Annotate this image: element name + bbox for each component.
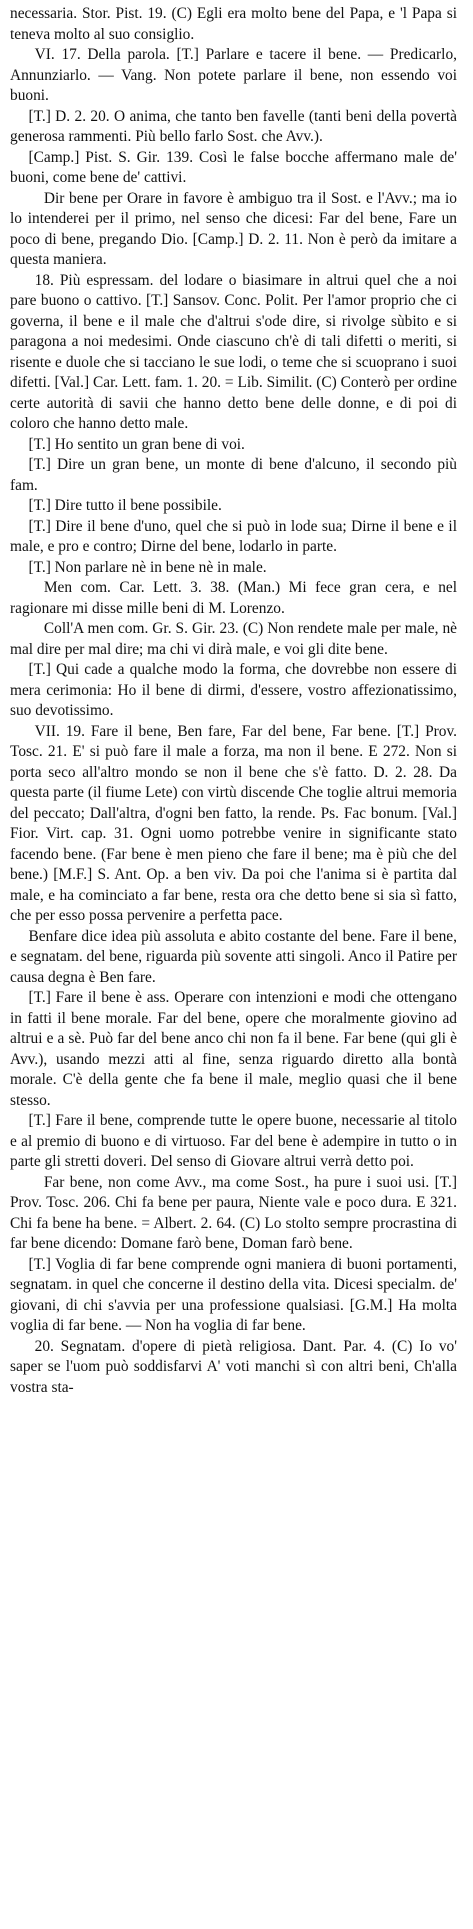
- citation-paragraph: [T.] Dire il bene d'uno, quel che si può in lode sua; Dirne il bene e il male, e pro e contro; Dirne del bene, lodarlo in parte.: [10, 517, 457, 555]
- citation-paragraph: [Camp.] Pist. S. Gir. 139. Così le false bocche affermano male de' buoni, come bene de' cattivi.: [10, 148, 457, 186]
- citation-paragraph: Men com. Car. Lett. 3. 38. (Man.) Mi fece gran cera, e nel ragionare mi disse mille beni di M. Lorenzo.: [10, 579, 457, 617]
- note-paragraph: Far bene, non come Avv., ma come Sost., ha pure i suoi usi. [T.] Prov. Tosc. 206. Chi fa bene per paura, Niente vale e poco dura. E 321. Chi fa bene ha bene. = Albert. 2. 64. (C) Lo stolto sempre procrastina di far bene dicendo: Domane farò bene, Doman farò bene.: [10, 1173, 457, 1252]
- entry-vi-17: VI. 17. Della parola. [T.] Parlare e tacere il bene. — Predicarlo, Annunziarlo. — Vang. Non potete parlare il bene, non essendo voi buoni.: [10, 46, 457, 104]
- citation-paragraph: [T.] Dire un gran bene, un monte di bene d'alcuno, il secondo più fam.: [10, 456, 457, 494]
- citation-paragraph: [T.] Voglia di far bene comprende ogni maniera di buoni portamenti, segnatam. in quel che concerne il destino della vita. Dicesi specialm. de' giovani, di chi s'avvia per una professione qualsiasi. [G.M.] Ha molta voglia di far bene. — Non ha voglia di far bene.: [10, 1255, 457, 1334]
- note-paragraph: Dir bene per Orare in favore è ambiguo tra il Sost. e l'Avv.; ma io lo intenderei per il primo, nel senso che dicesi: Far del bene, Fare un poco di bene, pregando Dio. [Camp.] D. 2. 11. Non è però da imitare a questa maniera.: [10, 189, 457, 268]
- citation-paragraph: [T.] Qui cade a qualche modo la forma, che dovrebbe non essere di mera cerimonia: Ho il bene di dirmi, d'essere, vostro affezionatissimo, suo devotissimo.: [10, 661, 457, 719]
- note-paragraph: Benfare dice idea più assoluta e abito costante del bene. Fare il bene, e segnatam. del bene, riguarda più sovente atti singoli. Anco il Patire per causa degna è Ben fare.: [10, 927, 457, 986]
- entry-20: 20. Segnatam. d'opere di pietà religiosa. Dant. Par. 4. (C) Io vo' saper se l'uom può soddisfarvi A' voti manchi sì con altri beni, Ch'alla vostra sta-: [10, 1337, 457, 1396]
- citation-paragraph: [T.] Non parlare nè in bene nè in male.: [28, 558, 267, 576]
- entry-18: 18. Più espressam. del lodare o biasimare in altrui quel che a noi pare buono o cattivo. [T.] Sansov. Conc. Polit. Per l'amor proprio che ci governa, il bene e il male che d'altrui s'ode dire, si rivolge sùbito e si paragona a noi medesimi. Onde ciascuno ch'è di tali difetti o meriti, si risente e duole che si tacciano le sue lodi, o teme che si scuoprano i suoi difetti. [Val.] Car. Lett. fam. 1. 20. = Lib. Similit. (C) Conterò per ordine certe autorità di savii che hanno detto bene delle donne, e di poi di coloro che hanno detto male.: [10, 271, 457, 432]
- citation-paragraph: Coll'A men com. Gr. S. Gir. 23. (C) Non rendete male per male, nè mal dire per mal dire; ma chi vi dirà male, e voi gli dite bene.: [10, 620, 457, 658]
- citation-paragraph: [T.] Fare il bene è ass. Operare con intenzioni e modi che ottengano in fatti il bene morale. Far del bene, opere che moralmente giovino ad altrui e a sè. Può far del bene anco chi non fa il bene. Far bene (qui gli è Avv.), usando mezzi atti al fine, senza riguardo diretto alla bontà morale. C'è della gente che fa bene il male, meglio quasi che il bene stesso.: [10, 989, 457, 1109]
- paragraph-continuation: necessaria. Stor. Pist. 19. (C) Egli era molto bene del Papa, e 'l Papa si teneva molto al suo consiglio.: [10, 5, 457, 43]
- citation-paragraph: [T.] D. 2. 20. O anima, che tanto ben favelle (tanti beni della povertà generosa rammenti. Più bello farlo Sost. che Avv.).: [10, 107, 457, 145]
- citation-paragraph: [T.] Ho sentito un gran bene di voi.: [28, 435, 245, 453]
- citation-paragraph: [T.] Dire tutto il bene possibile.: [28, 497, 222, 514]
- entry-vii-19: VII. 19. Fare il bene, Ben fare, Far del bene, Far bene. [T.] Prov. Tosc. 21. E' si può fare il male a forza, ma non il bene. E 272. Non si porta seco all'altro mondo se non il bene che s'è fatto. D. 2. 28. Da questa parte (il fiume Lete) con virtù discende Che toglie altrui memoria del peccato; Dall'altra, d'ogni ben fatto, la rende. Ps. Fac bonum. [Val.] Fior. Virt. cap. 31. Ogni uomo potrebbe venire in significante stato facendo bene. (Far bene è men pieno che fare il bene; ma è più che del bene.) [M.F.] S. Ant. Op. a ben viv. Da poi che l'anima si è partita dal male, e ha cominciato a far bene, resta ora che detto bene si sia sì fatto, che per esso possa pervenire a perfetta pace.: [10, 722, 457, 924]
- citation-paragraph: [T.] Fare il bene, comprende tutte le opere buone, necessarie al titolo e al premio di buono e di virtuoso. Far del bene è adempire in tutto o in parte gli stretti doveri. Del senso di Giovare altrui verrà detto poi.: [10, 1112, 457, 1170]
